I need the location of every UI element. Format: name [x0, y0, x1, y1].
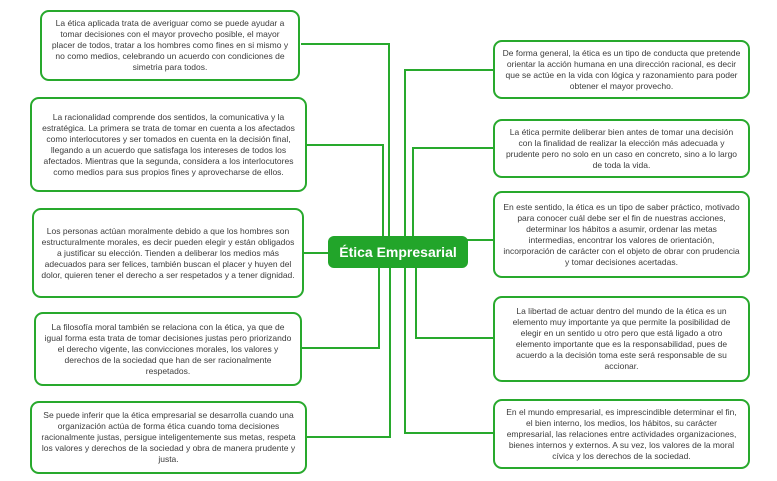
topic-box-inferencia-etica-empresarial[interactable]: Se puede inferir que la ética empresarial se desarrolla cuando una organización actúa de forma ética cuando toma decisiones racionalmente justas, persigue inteligentemente sus metas, respeta los valores y derechos de la sociedad y obra de manera prudente y justa. [30, 401, 307, 474]
topic-box-filosofia-moral[interactable]: La filosofía moral también se relaciona con la ética, ya que de igual forma esta trata de tomar decisiones justas pero priorizando el derecho vigente, las convicciones morales, los valores y derechos de la sociedad que han de ser racionalmente respetados. [34, 312, 302, 386]
connector-right-1 [405, 70, 495, 250]
connector-left-2 [307, 145, 383, 250]
connector-right-5 [405, 255, 495, 433]
topic-box-etica-general[interactable]: De forma general, la ética es un tipo de conducta que pretende orientar la acción humana en una dirección racional, es decir que se actúe en la vida con lógica y razonamiento para poder obtener el mayor provecho. [493, 40, 750, 99]
connector-left-1 [301, 44, 389, 250]
connector-right-2 [413, 148, 495, 250]
topic-box-libertad-responsabilidad[interactable]: La libertad de actuar dentro del mundo de la ética es un elemento muy importante ya que permite la posibilidad de elegir en un sentido u otro pero que está ligado a otro elemento importante que es la responsabilidad, pues de acuerdo a la decisión toma este será responsable de su accionar. [493, 296, 750, 382]
connector-left-5 [307, 255, 390, 437]
topic-box-mundo-empresarial[interactable]: En el mundo empresarial, es imprescindible determinar el fin, el bien interno, los medios, los hábitos, su carácter empresarial, las relaciones entre actividades organizaciones, bienes internos y externos. A su vez, los valores de la moral cívica y los derechos de la sociedad. [493, 399, 750, 469]
topic-box-personas-morales[interactable]: Los personas actúan moralmente debido a que los hombres son estructuralmente morales, es decir pueden elegir y están obligados a justificar su elección. Tienden a deliberar los medios más adecuados para ser felices, también buscan el placer y huyen del dolor, quieren tener el derecho a ser respetados y a tener dignidad. [32, 208, 304, 298]
topic-box-saber-practico[interactable]: En este sentido, la ética es un tipo de saber práctico, motivado para conocer cuál debe ser el fin de nuestras acciones, determinar los hábitos a asumir, ordenar las metas intermedias, encontrar los valores de orientación, incorporación de carácter con el objeto de obrar con prudencia y tomar decisiones acertadas. [493, 191, 750, 278]
topic-box-deliberar-decision[interactable]: La ética permite deliberar bien antes de tomar una decisión con la finalidad de realizar la elección más adecuada y prudente pero no solo en un caso en concreto, sino a lo largo de toda la vida. [493, 119, 750, 178]
central-topic[interactable]: Ética Empresarial [328, 236, 468, 268]
topic-box-racionalidad[interactable]: La racionalidad comprende dos sentidos, la comunicativa y la estratégica. La primera se trata de tomar en cuenta a los afectados como interlocutores y ser tomados en cuenta en la decisión final, llegando a un acuerdo que satisfaga los intereses de todos los afectados. Mientras que la segunda, considera a los interlocutores como medios para sus propios fines y aprovecharse de ellos. [30, 97, 307, 192]
topic-box-etica-aplicada[interactable]: La ética aplicada trata de averiguar como se puede ayudar a tomar decisiones con el mayor provecho posible, el mayor placer de todos, tratar a los hombres como fines en si mismo y no como medios, celebrando un acuerdo con condiciones de simetria para todos. [40, 10, 300, 81]
connector-left-4 [302, 255, 379, 348]
